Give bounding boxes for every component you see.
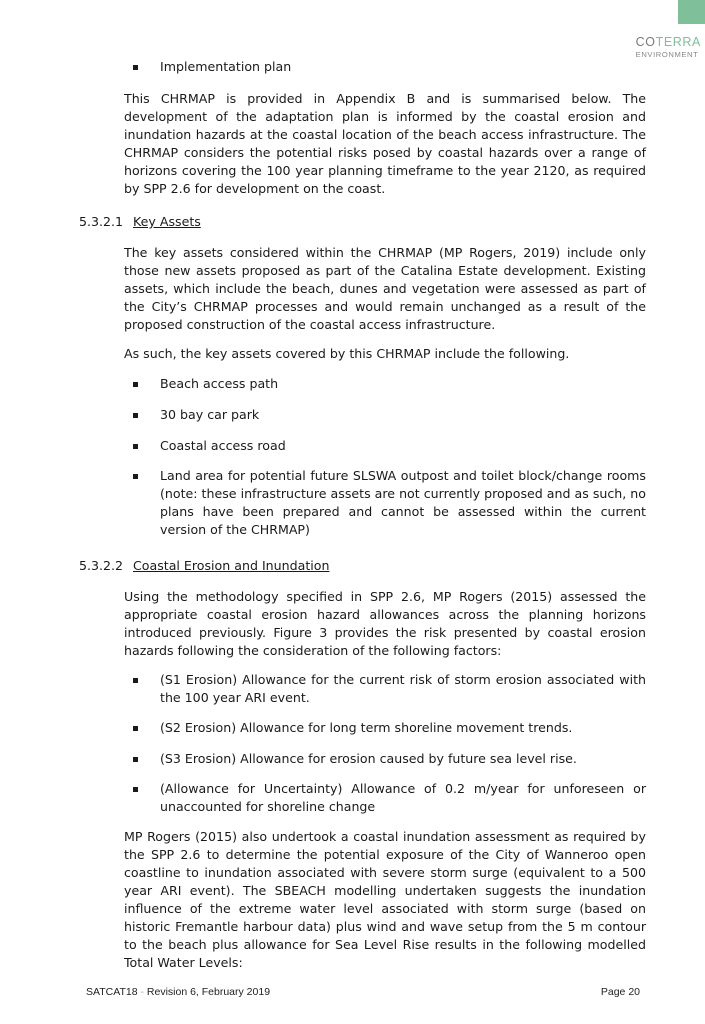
list-item: Beach access path [124,375,646,393]
coterra-logo [636,36,701,58]
list-item: Coastal access road [124,437,646,455]
bullet-icon [133,444,138,449]
bullet-icon [133,65,138,70]
list-item: Implementation plan [124,58,646,76]
list-item: (S3 Erosion) Allowance for erosion caused by future sea level rise. [124,750,646,768]
list-item: 30 bay car park [124,406,646,424]
footer-page-number: Page 20 [600,986,640,998]
logo-text-co: CO [635,35,656,49]
paragraph-erosion-methodology: Using the methodology specified in SPP 2.6, MP Rogers (2015) assessed the appropriate coastal erosion hazard allowances across the planning horizons introduced previously. Figure 3 provides the risk presented by coastal erosion hazards following the consideration of the following factors: [124,589,646,658]
paragraph-assets-intro: As such, the key assets covered by this CHRMAP include the following. [124,346,570,361]
section-title: Key Assets [133,214,201,229]
logo-text-environment: ENVIRONMENT [635,49,699,59]
bullet-icon [133,757,138,762]
bullet-icon [133,787,138,792]
section-number: 5.3.2.2 [79,558,124,573]
footer-revision: Revision 6, February 2019 [146,986,271,998]
bullet-icon [133,678,138,683]
section-number: 5.3.2.1 [79,214,124,229]
footer-doc-id: SATCAT18 [86,986,138,998]
footer-separator: - [140,986,144,998]
section-heading-coastal-erosion [79,557,329,575]
bullet-icon [133,474,138,479]
section-heading-key-assets [79,213,201,231]
bullet-icon [133,726,138,731]
bullet-icon [133,413,138,418]
paragraph-inundation-assessment: MP Rogers (2015) also undertook a coastal inundation assessment as required by the SPP 2.6 to determine the potential exposure of the City of Wanneroo open coastline to inundation associated with severe storm surge (equivalent to a 500 year ARI event). The SBEACH modelling undertaken suggests the inundation influence of the extreme water level associated with storm surge (based on historic Fremantle harbour data) plus wind and wave setup from the 5 m contour to the beach plus allowance for Sea Level Rise results in the following modelled Total Water Levels: [124,829,646,970]
corner-accent-block [678,0,705,24]
logo-text-terra: TERRA [655,35,701,49]
section-title: Coastal Erosion and Inundation [133,558,330,573]
list-item: (S1 Erosion) Allowance for the current risk of storm erosion associated with the 100 year ARI event. [124,671,646,707]
list-item: Land area for potential future SLSWA outpost and toilet block/change rooms (note: these infrastructure assets are not currently proposed and as such, no plans have been prepared and cannot be assessed within the current version of the CHRMAP) [124,467,646,539]
list-item: (Allowance for Uncertainty) Allowance of 0.2 m/year for unforeseen or unaccounted for shoreline change [124,780,646,816]
paragraph-chrmap-summary: This CHRMAP is provided in Appendix B and is summarised below. The development of the adaptation plan is informed by the coastal erosion and inundation hazards at the coastal location of the beach access infrastructure. The CHRMAP considers the potential risks posed by coastal hazards over a range of horizons covering the 100 year planning timeframe to the year 2120, as required by SPP 2.6 for development on the coast. [124,91,646,196]
paragraph-key-assets: The key assets considered within the CHRMAP (MP Rogers, 2019) include only those new assets proposed as part of the Catalina Estate development. Existing assets, which include the beach, dunes and vegetation were assessed as part of the City’s CHRMAP processes and would remain unchanged as a result of the proposed construction of the coastal access infrastructure. [124,245,646,332]
list-item: (S2 Erosion) Allowance for long term shoreline movement trends. [124,719,646,737]
bullet-icon [133,382,138,387]
